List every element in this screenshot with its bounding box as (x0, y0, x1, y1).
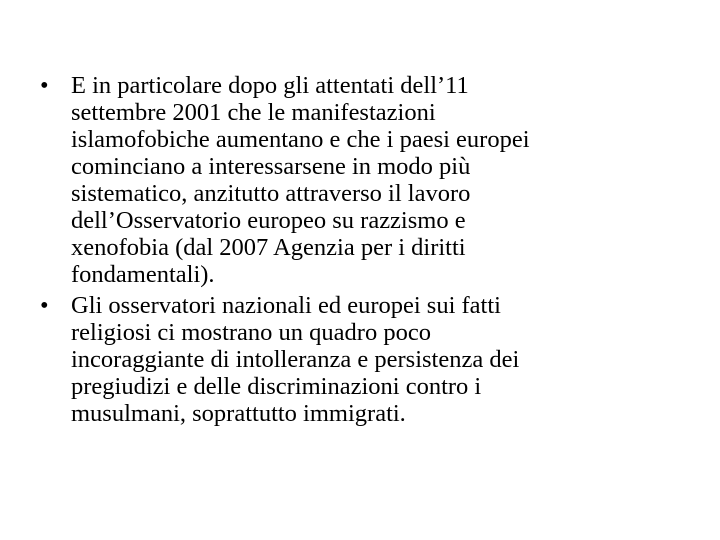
text-line: religiosi ci mostrano un quadro poco (71, 319, 431, 346)
text-line: Gli osservatori nazionali ed europei sui fatti (71, 292, 501, 319)
text-line: dell’Osservatorio europeo su razzismo e (71, 207, 466, 234)
text-line: xenofobia (dal 2007 Agenzia per i diritti (71, 234, 466, 261)
bullet-icon: • (40, 72, 49, 99)
text-line: fondamentali). (71, 261, 215, 288)
text-line: cominciano a interessarsene in modo più (71, 153, 471, 180)
bullet-item-2 (40, 292, 680, 427)
bullet-icon: • (40, 292, 49, 319)
text-line: settembre 2001 che le manifestazioni (71, 99, 436, 126)
bullet-item-1 (40, 72, 680, 288)
text-line: islamofobiche aumentano e che i paesi europei (71, 126, 530, 153)
bullet-list (40, 72, 680, 431)
text-line: musulmani, soprattutto immigrati. (71, 400, 406, 427)
text-line: pregiudizi e delle discriminazioni contro i (71, 373, 482, 400)
text-line: sistematico, anzitutto attraverso il lavoro (71, 180, 471, 207)
text-line: incoraggiante di intolleranza e persistenza dei (71, 346, 520, 373)
text-line: E in particolare dopo gli attentati dell’11 (71, 72, 469, 99)
